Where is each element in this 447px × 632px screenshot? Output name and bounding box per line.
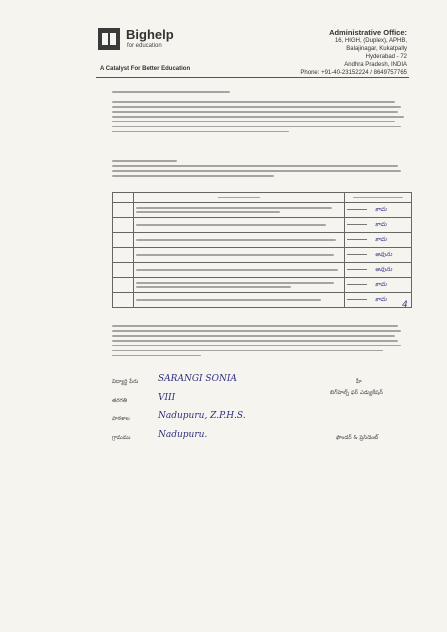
table-row [113,248,412,263]
office-line: 16, HIGH, (Duplex), APHB, [334,38,407,44]
answer: కాదు [375,236,387,243]
instructions-paragraph [112,157,407,180]
table-row [113,278,412,293]
margin-note: 4 [402,300,408,310]
table-row [113,218,412,233]
office-title: Administrative Office: [329,28,407,37]
name-label: విద్యార్థి పేరు [112,379,139,385]
book-logo-icon [98,28,120,50]
table-header-row [113,193,412,203]
brand-subtitle: for education [127,43,162,49]
answer: కాదు [375,206,387,213]
brand-name: Bighelp [126,27,174,42]
office-line: Hyderabad - 72 [365,54,407,60]
signatory-role: ఫౌండర్ & ప్రెసిడెంట్ [336,435,379,441]
village-label: గ్రామము [112,435,131,441]
name-value: SARANGI SONIA [158,374,237,384]
intro-paragraph [112,98,407,136]
table-row [113,233,412,248]
answer: కాదు [375,281,387,288]
phone: Phone: +91-40-23152224 / 8649757765 [300,70,407,76]
table-row [113,203,412,218]
answer: అవును [375,251,393,258]
school-value: Nadupuru, Z.P.H.S. [158,411,246,421]
answer: కాదు [375,296,387,303]
answer: అవును [375,266,393,273]
signature-mark: హీ [356,379,362,385]
office-line: Balajinagar, Kukatpally [346,46,407,52]
class-label: తరగతి [112,398,128,404]
school-label: పాఠశాల [112,416,130,422]
salutation [112,88,407,96]
table-header-cell [113,193,134,203]
table-row [113,293,412,308]
office-address [300,28,407,77]
questionnaire-table [112,192,412,308]
table-header-cell [134,193,345,203]
class-value: VIII [158,393,176,403]
organization-label: బిగ్‌హెల్ప్ ఫర్ ఎడ్యుకేషన్ [330,390,383,396]
office-line: Andhra Pradesh, INDIA [344,62,407,68]
tagline: A Catalyst For Better Education [100,66,191,72]
header-divider [96,77,409,78]
table-header-cell [345,193,412,203]
closing-paragraph [112,322,407,360]
table-row [113,263,412,278]
village-value: Nadupuru. [158,430,208,440]
answer: కాదు [375,221,387,228]
